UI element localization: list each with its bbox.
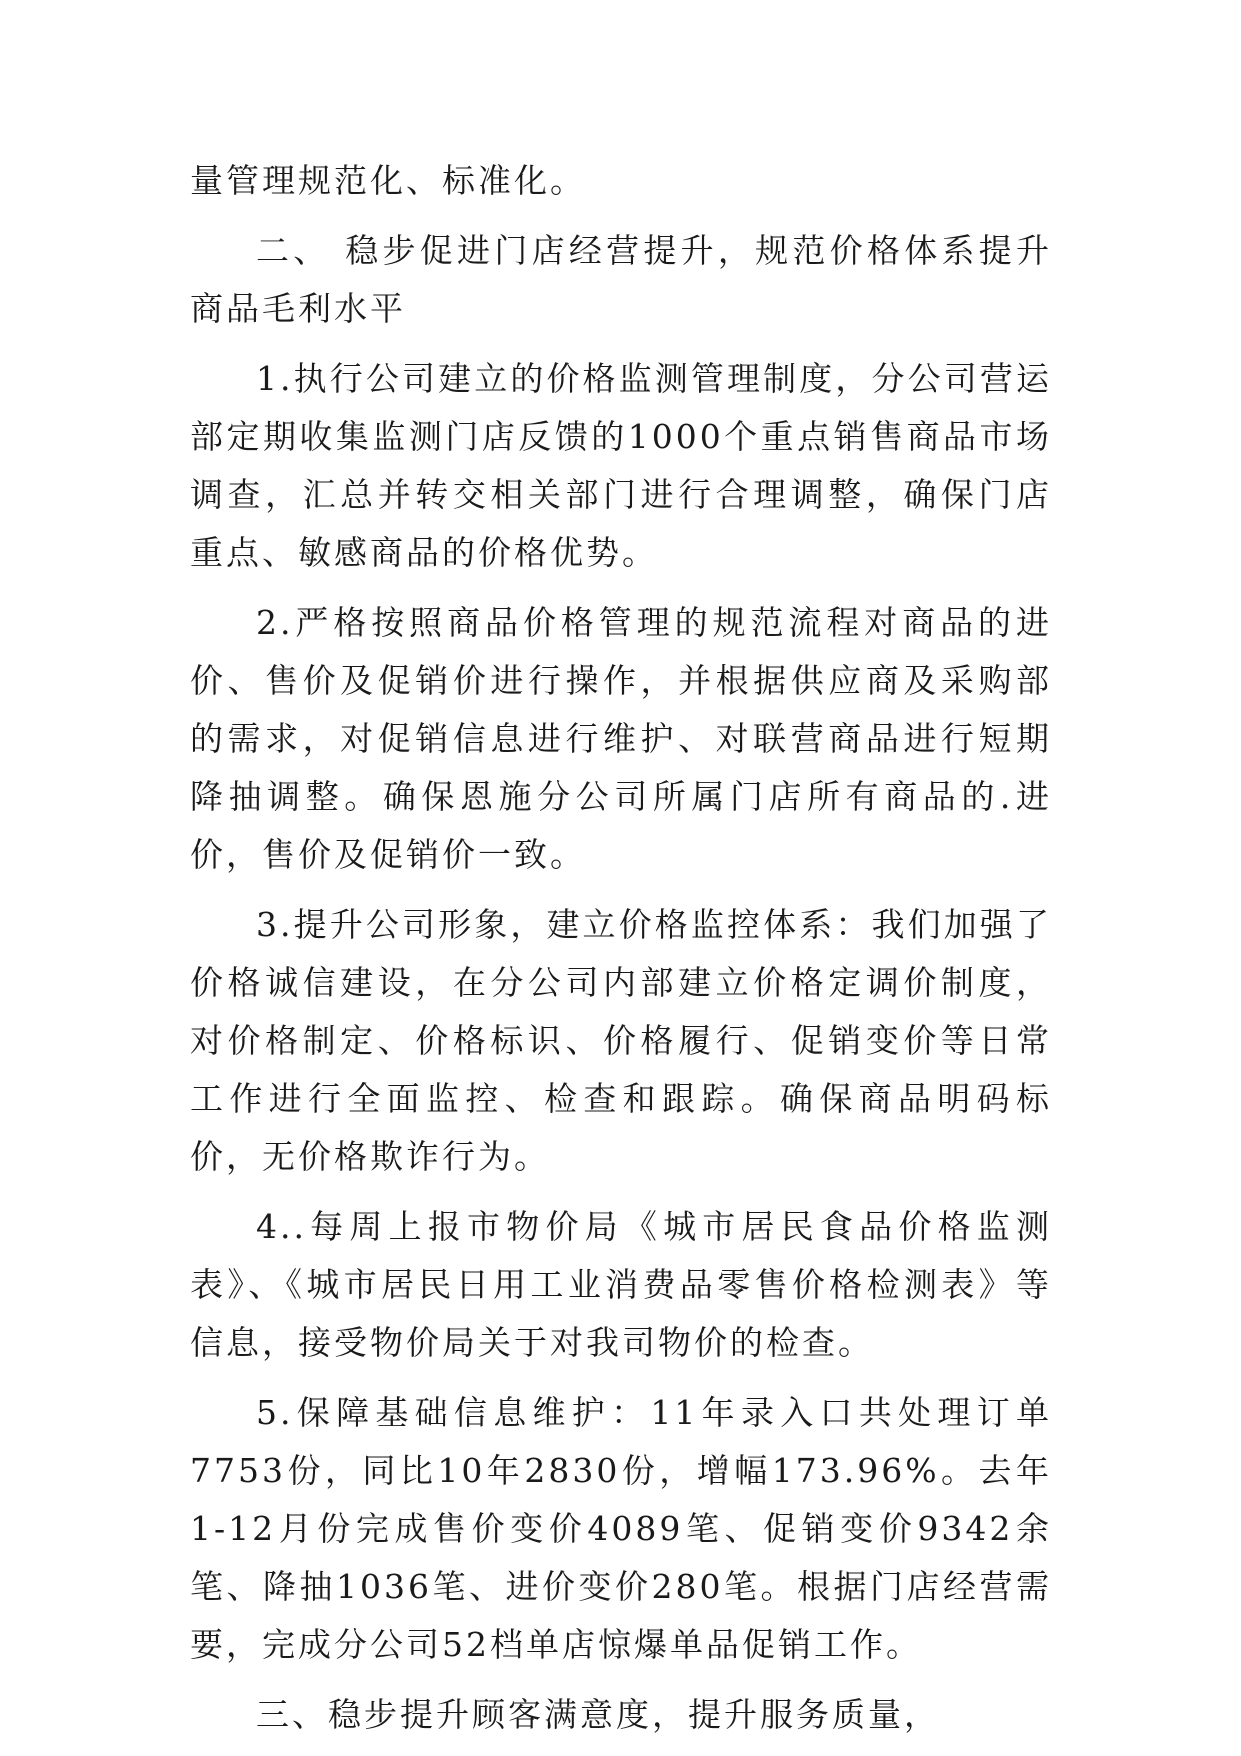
paragraph-item-2: 2.严格按照商品价格管理的规范流程对商品的进价、售价及促销价进行操作，并根据供应商及采购部的需求，对促销信息进行维护、对联营商品进行短期降抽调整。确保恩施分公司所属门店所有商品的.进价，售价及促销价一致。 (190, 603, 1052, 874)
paragraph-continuation: 量管理规范化、标准化。 (190, 161, 586, 200)
paragraph-item-1: 1.执行公司建立的价格监测管理制度，分公司营运部定期收集监测门店反馈的1000个重点销售商品市场调查，汇总并转交相关部门进行合理调整，确保门店重点、敏感商品的价格优势。 (190, 359, 1052, 572)
section-heading-two: 二、 稳步促进门店经营提升，规范价格体系提升商品毛利水平 (190, 231, 1052, 328)
section-heading-three: 三、稳步提升顾客满意度，提升服务质量， (256, 1695, 940, 1734)
paragraph-item-5: 5.保障基础信息维护：11年录入口共处理订单7753份，同比10年2830份，增幅173.96%。去年1-12月份完成售价变价4089笔、促销变价9342余笔、降抽1036笔、进价变价280笔。根据门店经营需要，完成分公司52档单店惊爆单品促销工作。 (190, 1393, 1052, 1664)
paragraph-item-4: 4..每周上报市物价局《城市居民食品价格监测表》、《城市居民日用工业消费品零售价格检测表》等信息，接受物价局关于对我司物价的检查。 (190, 1207, 1052, 1362)
document-body (190, 152, 1052, 1756)
paragraph-item-3: 3.提升公司形象，建立价格监控体系：我们加强了价格诚信建设，在分公司内部建立价格定调价制度，对价格制定、价格标识、价格履行、促销变价等日常工作进行全面监控、检查和跟踪。确保商品明码标价，无价格欺诈行为。 (190, 905, 1052, 1176)
